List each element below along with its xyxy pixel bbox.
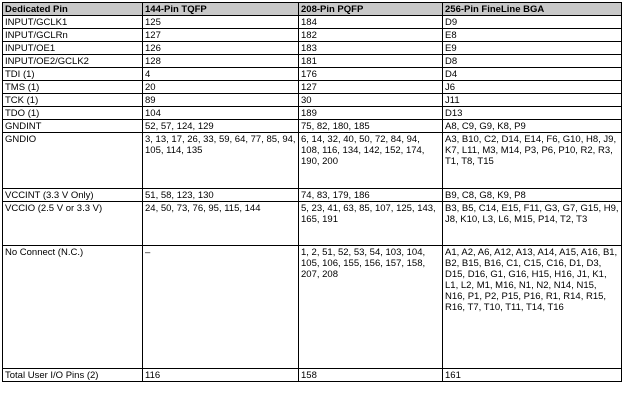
cell-tqfp144: 20 [143, 81, 299, 94]
cell-bga256: E8 [443, 29, 622, 42]
cell-pqfp208: 182 [299, 29, 443, 42]
cell-pin: TDI (1) [3, 68, 143, 81]
cell-bga256: J6 [443, 81, 622, 94]
cell-pin: INPUT/GCLRn [3, 29, 143, 42]
cell-pin: TDO (1) [3, 107, 143, 120]
table-row [3, 42, 622, 55]
cell-pin: TCK (1) [3, 94, 143, 107]
cell-tqfp144: 24, 50, 73, 76, 95, 115, 144 [143, 202, 299, 246]
table-row [3, 94, 622, 107]
cell-bga256: 161 [443, 369, 622, 382]
cell-bga256: B9, C8, G8, K9, P8 [443, 189, 622, 202]
cell-bga256: A1, A2, A6, A12, A13, A14, A15, A16, B1, B2, B15, B16, C1, C15, C16, D1, D3, D15, D16, G1, G16, H15, H16, J1, K1, L1, L2, M1, M16, N1, N2, N14, N15, N16, P1, P2, P15, P16, R1, R14, R15, R16, T7, T10, T11, T14, T16 [443, 246, 622, 369]
cell-pqfp208: 75, 82, 180, 185 [299, 120, 443, 133]
table-row [3, 369, 622, 382]
table-row [3, 120, 622, 133]
table-row [3, 202, 622, 246]
cell-pin: INPUT/OE1 [3, 42, 143, 55]
cell-bga256: E9 [443, 42, 622, 55]
cell-pqfp208: 181 [299, 55, 443, 68]
cell-pin: GNDIO [3, 133, 143, 189]
cell-bga256: A8, C9, G9, K8, P9 [443, 120, 622, 133]
table-row [3, 107, 622, 120]
dedicated-pin-table [2, 2, 622, 382]
cell-pqfp208: 189 [299, 107, 443, 120]
table-row [3, 246, 622, 369]
cell-pin: TMS (1) [3, 81, 143, 94]
cell-pqfp208: 176 [299, 68, 443, 81]
table-row [3, 16, 622, 29]
cell-pin: GNDINT [3, 120, 143, 133]
cell-bga256: D9 [443, 16, 622, 29]
cell-pin: VCCINT (3.3 V Only) [3, 189, 143, 202]
cell-tqfp144: 89 [143, 94, 299, 107]
cell-tqfp144: 3, 13, 17, 26, 33, 59, 64, 77, 85, 94, 105, 114, 135 [143, 133, 299, 189]
cell-pin: INPUT/OE2/GCLK2 [3, 55, 143, 68]
table-row [3, 133, 622, 189]
cell-bga256: J11 [443, 94, 622, 107]
cell-tqfp144: 127 [143, 29, 299, 42]
cell-tqfp144: 128 [143, 55, 299, 68]
cell-pqfp208: 6, 14, 32, 40, 50, 72, 84, 94, 108, 116, 134, 142, 152, 174, 190, 200 [299, 133, 443, 189]
cell-bga256: A3, B10, C2, D14, E14, F6, G10, H8, J9, K7, L11, M3, M14, P3, P6, P10, R2, R3, T1, T8, T15 [443, 133, 622, 189]
cell-tqfp144: 116 [143, 369, 299, 382]
table-row [3, 189, 622, 202]
cell-pin: Total User I/O Pins (2) [3, 369, 143, 382]
header-256-pin-bga: 256-Pin FineLine BGA [443, 3, 622, 16]
cell-pqfp208: 74, 83, 179, 186 [299, 189, 443, 202]
cell-tqfp144: 104 [143, 107, 299, 120]
cell-tqfp144: 52, 57, 124, 129 [143, 120, 299, 133]
cell-pin: INPUT/GCLK1 [3, 16, 143, 29]
cell-tqfp144: 126 [143, 42, 299, 55]
header-144-pin-tqfp: 144-Pin TQFP [143, 3, 299, 16]
header-208-pin-pqfp: 208-Pin PQFP [299, 3, 443, 16]
cell-pqfp208: 1, 2, 51, 52, 53, 54, 103, 104, 105, 106, 155, 156, 157, 158, 207, 208 [299, 246, 443, 369]
header-row [3, 3, 622, 16]
cell-pqfp208: 127 [299, 81, 443, 94]
cell-pqfp208: 5, 23, 41, 63, 85, 107, 125, 143, 165, 191 [299, 202, 443, 246]
cell-bga256: D13 [443, 107, 622, 120]
table-row [3, 29, 622, 42]
table-row [3, 68, 622, 81]
cell-pin: VCCIO (2.5 V or 3.3 V) [3, 202, 143, 246]
table-row [3, 81, 622, 94]
table-row [3, 55, 622, 68]
cell-tqfp144: 125 [143, 16, 299, 29]
cell-pin: No Connect (N.C.) [3, 246, 143, 369]
cell-pqfp208: 183 [299, 42, 443, 55]
cell-tqfp144: 51, 58, 123, 130 [143, 189, 299, 202]
cell-bga256: D8 [443, 55, 622, 68]
cell-tqfp144: 4 [143, 68, 299, 81]
cell-pqfp208: 184 [299, 16, 443, 29]
cell-bga256: D4 [443, 68, 622, 81]
cell-tqfp144: – [143, 246, 299, 369]
cell-bga256: B3, B5, C14, E15, F11, G3, G7, G15, H9, J8, K10, L3, L6, M15, P14, T2, T3 [443, 202, 622, 246]
cell-pqfp208: 30 [299, 94, 443, 107]
cell-pqfp208: 158 [299, 369, 443, 382]
header-dedicated-pin: Dedicated Pin [3, 3, 143, 16]
